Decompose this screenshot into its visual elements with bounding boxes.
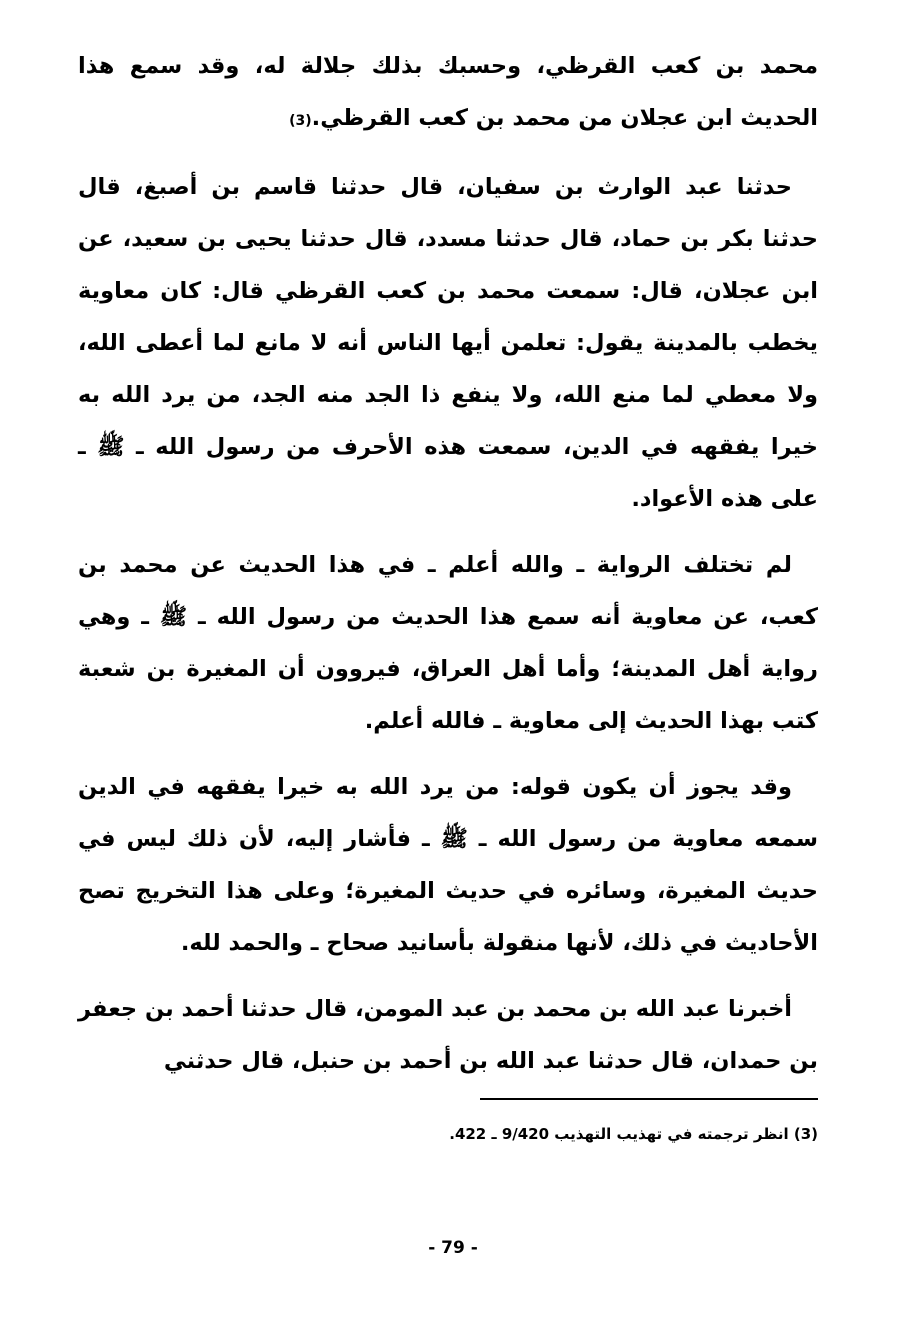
paragraph-2: حدثنا عبد الوارث بن سفيان، قال حدثنا قاسم بن أصبغ، قال حدثنا بكر بن حماد، قال حدثنا مسدد، قال حدثنا يحيى بن سعيد، عن ابن عجلان، قال: سمعت محمد بن كعب القرظي قال: كان معاوية يخطب بالمدينة يقول: تعلمن أيها الناس أنه لا مانع لما أعطى الله، ولا معطي لما منع الله، ولا ينفع ذا الجد منه الجد، من يرد الله به خيرا يفقهه في الدين، سمعت هذه الأحرف من رسول الله ـ ﷺ ـ على هذه الأعواد. xyxy=(78,174,818,512)
paragraph-5: أخبرنا عبد الله بن محمد بن عبد المومن، قال حدثنا أحمد بن جعفر بن حمدان، قال حدثنا عبد الله بن أحمد بن حنبل، قال حدثني xyxy=(78,996,818,1074)
paragraph-gap xyxy=(78,747,818,761)
footnote: (3) انظر ترجمته في تهذيب التهذيب 9/420 ـ 422. xyxy=(449,1125,818,1143)
paragraph-gap xyxy=(78,525,818,539)
paragraph-gap xyxy=(78,969,818,983)
footnote-reference: (3) xyxy=(289,113,312,129)
footnote-separator xyxy=(480,1098,818,1100)
paragraph-gap xyxy=(78,147,818,161)
paragraph-3: لم تختلف الرواية ـ والله أعلم ـ في هذا الحديث عن محمد بن كعب، عن معاوية أنه سمع هذا الحديث من رسول الله ـ ﷺ ـ وهي رواية أهل المدينة؛ وأما أهل العراق، فيروون أن المغيرة بن شعبة كتب بهذا الحديث إلى معاوية ـ فالله أعلم. xyxy=(78,552,818,734)
paragraph-1-text: محمد بن كعب القرظي، وحسبك بذلك جلالة له، وقد سمع هذا الحديث ابن عجلان من محمد بن كعب القرظي. xyxy=(78,53,818,131)
paragraph-4: وقد يجوز أن يكون قوله: من يرد الله به خيرا يفقهه في الدين سمعه معاوية من رسول الله ـ ﷺ ـ فأشار إليه، لأن ذلك ليس في حديث المغيرة، وسائره في حديث المغيرة؛ وعلى هذا التخريج تصح الأحاديث في ذلك، لأنها منقولة بأسانيد صحاح ـ والحمد لله. xyxy=(78,774,818,956)
main-text xyxy=(78,40,818,1087)
page-number: - 79 - xyxy=(428,1238,478,1258)
paragraph-1 xyxy=(78,40,818,147)
